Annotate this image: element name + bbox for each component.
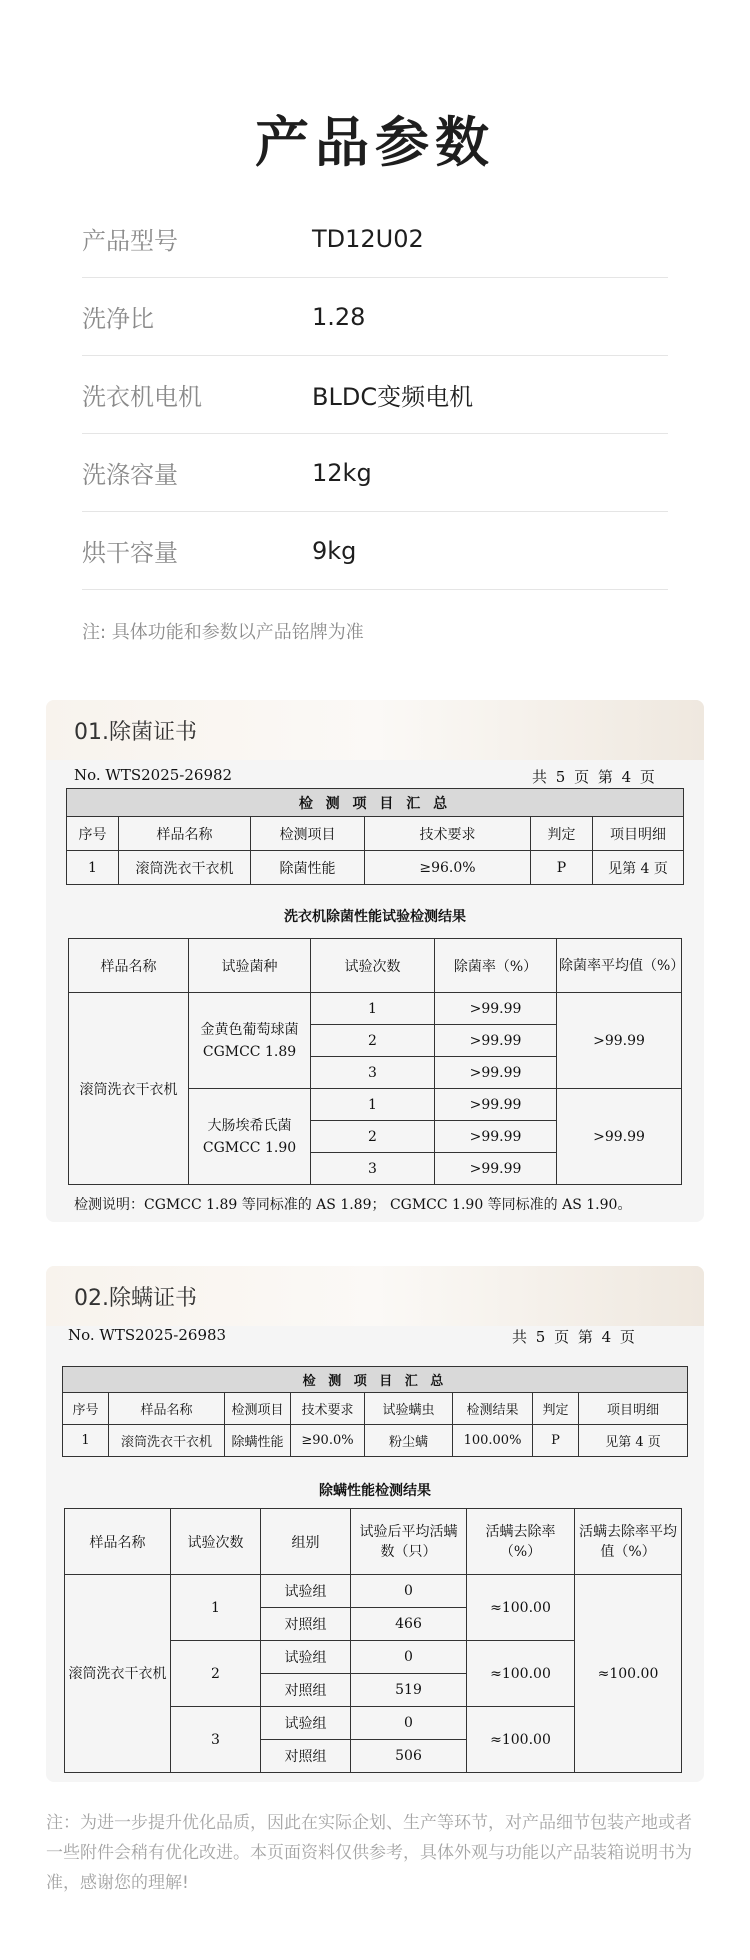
table-cell: P — [533, 1425, 579, 1457]
summary-title: 检 测 项 目 汇 总 — [67, 789, 684, 817]
table-header: 样品名称 — [109, 1393, 225, 1425]
param-key: 洗净比 — [82, 305, 154, 333]
table-cell: 滚筒洗衣干衣机 — [119, 851, 251, 885]
strain-cell — [189, 1089, 311, 1185]
table-header: 试验菌种 — [189, 939, 311, 993]
group-label: 试验组 — [261, 1707, 351, 1740]
mite-count: 0 — [351, 1575, 467, 1608]
page-info: 共 5 页 第 4 页 — [512, 1328, 637, 1346]
params-note: 注: 具体功能和参数以产品铭牌为准 — [82, 622, 364, 643]
summary-table — [62, 1366, 688, 1457]
param-value: 12kg — [312, 458, 372, 487]
table-row — [63, 1425, 688, 1457]
result-title: 洗衣机除菌性能试验检测结果 — [284, 909, 466, 925]
table-header: 技术要求 — [291, 1393, 365, 1425]
table-header: 试验次数 — [171, 1509, 261, 1575]
table-header: 样品名称 — [119, 817, 251, 851]
group-label: 试验组 — [261, 1575, 351, 1608]
strain-code: CGMCC 1.90 — [202, 1139, 297, 1156]
table-cell: 100.00% — [453, 1425, 533, 1457]
table-header: 试验次数 — [311, 939, 435, 993]
removal-rate: ≈100.00 — [467, 1641, 575, 1707]
mite-count: 0 — [351, 1641, 467, 1674]
mite-count: 466 — [351, 1608, 467, 1641]
param-row — [82, 434, 668, 512]
average-rate: >99.99 — [557, 993, 682, 1089]
group-label: 对照组 — [261, 1674, 351, 1707]
table-header: 判定 — [533, 1393, 579, 1425]
table-header: 组别 — [261, 1509, 351, 1575]
table-cell: ≥90.0% — [291, 1425, 365, 1457]
summary-title: 检 测 项 目 汇 总 — [63, 1367, 688, 1393]
trial-number: 3 — [311, 1153, 435, 1185]
removal-rate: ≈100.00 — [467, 1575, 575, 1641]
param-value: TD12U02 — [312, 224, 424, 253]
table-cell: 除菌性能 — [251, 851, 365, 885]
table-row — [67, 851, 684, 885]
param-row — [82, 278, 668, 356]
param-value: BLDC变频电机 — [312, 383, 474, 411]
trial-number: 1 — [311, 1089, 435, 1121]
param-key: 产品型号 — [82, 227, 178, 255]
result-title: 除螨性能检测结果 — [319, 1483, 431, 1499]
table-cell: 粉尘螨 — [365, 1425, 453, 1457]
trial-number: 2 — [311, 1121, 435, 1153]
result-table — [64, 1508, 682, 1773]
strain-name: 大肠埃希氏菌 — [207, 1117, 292, 1134]
result-table — [68, 938, 685, 1185]
trial-number: 3 — [311, 1057, 435, 1089]
table-header: 除菌率平均值（%） — [557, 939, 682, 993]
strain-code: CGMCC 1.89 — [202, 1043, 297, 1060]
mite-count: 519 — [351, 1674, 467, 1707]
table-header: 项目明细 — [579, 1393, 688, 1425]
page-title: 产品参数 — [255, 111, 495, 174]
table-cell: 见第 4 页 — [593, 851, 684, 885]
table-cell: P — [531, 851, 593, 885]
rate-value: >99.99 — [435, 1121, 557, 1153]
cert-heading: 01.除菌证书 — [46, 700, 704, 760]
table-header: 检测结果 — [453, 1393, 533, 1425]
mite-count: 506 — [351, 1740, 467, 1773]
param-key: 洗衣机电机 — [82, 383, 202, 411]
cert-card-mite-removal — [46, 1266, 704, 1782]
param-value: 1.28 — [312, 302, 366, 331]
rate-value: >99.99 — [435, 993, 557, 1025]
strain-cell — [189, 993, 311, 1089]
average-rate: ≈100.00 — [575, 1575, 682, 1773]
report-number: No. WTS2025-26982 — [74, 766, 233, 784]
table-header: 活螨去除率平均值（%） — [575, 1509, 682, 1575]
table-cell: ≥96.0% — [365, 851, 531, 885]
param-row — [82, 512, 668, 590]
rate-value: >99.99 — [435, 1025, 557, 1057]
table-cell: 除螨性能 — [225, 1425, 291, 1457]
table-header: 序号 — [67, 817, 119, 851]
footer-disclaimer: 注：为进一步提升优化品质，因此在实际企划、生产等环节，对产品细节包装产地或者一些附件会稍有优化改进。本页面资料仅供参考，具体外观与功能以产品装箱说明书为准，感谢您的理解! — [46, 1813, 692, 1893]
trial-number: 2 — [171, 1641, 261, 1707]
param-key: 洗涤容量 — [82, 461, 178, 489]
param-key: 烘干容量 — [82, 539, 178, 567]
average-rate: >99.99 — [557, 1089, 682, 1185]
strain-name: 金黄色葡萄球菌 — [200, 1021, 299, 1038]
group-label: 试验组 — [261, 1641, 351, 1674]
rate-value: >99.99 — [435, 1089, 557, 1121]
table-header: 项目明细 — [593, 817, 684, 851]
sample-name: 滚筒洗衣干衣机 — [69, 993, 189, 1185]
rate-value: >99.99 — [435, 1057, 557, 1089]
table-cell: 滚筒洗衣干衣机 — [109, 1425, 225, 1457]
table-header: 序号 — [63, 1393, 109, 1425]
table-header: 技术要求 — [365, 817, 531, 851]
param-value: 9kg — [312, 536, 357, 565]
table-header: 判定 — [531, 817, 593, 851]
table-cell: 1 — [63, 1425, 109, 1457]
table-header: 试验螨虫 — [365, 1393, 453, 1425]
trial-number: 1 — [311, 993, 435, 1025]
table-header: 试验后平均活螨数（只） — [351, 1509, 467, 1575]
mite-count: 0 — [351, 1707, 467, 1740]
summary-table — [66, 788, 684, 885]
cert-card-sterilization — [46, 700, 704, 1222]
trial-number: 1 — [171, 1575, 261, 1641]
removal-rate: ≈100.00 — [467, 1707, 575, 1773]
trial-number: 2 — [311, 1025, 435, 1057]
table-header: 除菌率（%） — [435, 939, 557, 993]
cert-heading: 02.除螨证书 — [46, 1266, 704, 1326]
sample-name: 滚筒洗衣干衣机 — [65, 1575, 171, 1773]
table-cell: 1 — [67, 851, 119, 885]
group-label: 对照组 — [261, 1608, 351, 1641]
rate-value: >99.99 — [435, 1153, 557, 1185]
table-cell: 见第 4 页 — [579, 1425, 688, 1457]
table-header: 检测项目 — [251, 817, 365, 851]
trial-number: 3 — [171, 1707, 261, 1773]
test-note: 检测说明：CGMCC 1.89 等同标准的 AS 1.89； CGMCC 1.90 等同标准的 AS 1.90。 — [74, 1197, 632, 1213]
param-row — [82, 200, 668, 278]
table-header: 样品名称 — [65, 1509, 171, 1575]
params-list — [82, 200, 668, 590]
group-label: 对照组 — [261, 1740, 351, 1773]
table-header: 检测项目 — [225, 1393, 291, 1425]
page-info: 共 5 页 第 4 页 — [532, 768, 657, 786]
table-header: 样品名称 — [69, 939, 189, 993]
param-row — [82, 356, 668, 434]
report-number: No. WTS2025-26983 — [68, 1326, 227, 1344]
table-header: 活螨去除率（%） — [467, 1509, 575, 1575]
